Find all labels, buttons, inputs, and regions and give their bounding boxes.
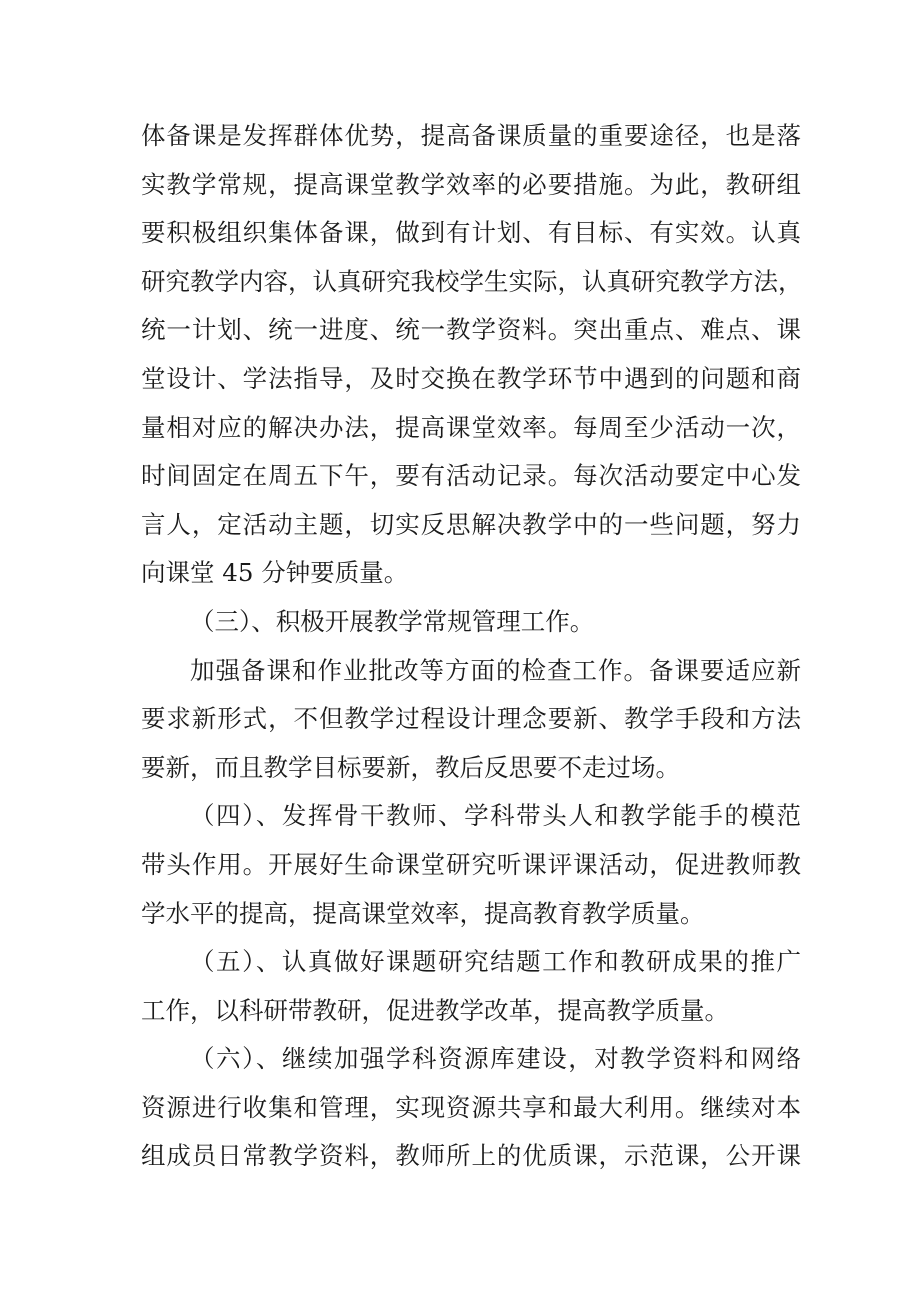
section-heading-3: （三）、积极开展教学常规管理工作。 [190, 606, 595, 636]
document-body [141, 112, 801, 1181]
section-heading-6: （六）、继续加强学科资源库建设，对教学资料和网络 [190, 1044, 801, 1074]
paragraph-3 [141, 647, 801, 793]
section-heading-5: （五）、认真做好课题研究结题工作和教研成果的推广 [190, 947, 801, 977]
text-line: 要积极组织集体备课，做到有计划、有目标、有实效。认真 [141, 218, 801, 248]
text-line: 统一计划、统一进度、统一教学资料。突出重点、难点、课 [141, 315, 801, 345]
text-line: 要求新形式，不但教学过程设计理念要新、教学手段和方法 [141, 704, 801, 734]
text-line: 量相对应的解决办法，提高课堂效率。每周至少活动一次， [141, 412, 801, 442]
text-line: 实教学常规，提高课堂教学效率的必要措施。为此，教研组 [141, 169, 801, 199]
paragraph-4 [141, 792, 801, 938]
text-line: 言人，定活动主题，切实反思解决教学中的一些问题，努力 [141, 509, 801, 539]
paragraph-6 [141, 1035, 801, 1181]
text-line: 堂设计、学法指导，及时交换在教学环节中遇到的问题和商 [141, 363, 801, 393]
text-line: 研究教学内容，认真研究我校学生实际，认真研究教学方法， [141, 266, 803, 296]
paragraph-2-heading [141, 598, 801, 647]
text-line: 学水平的提高，提高课堂效率，提高教育教学质量。 [141, 898, 705, 928]
text-line: 带头作用。开展好生命课堂研究听课评课活动，促进教师教 [141, 849, 801, 879]
text-line: 要新，而且教学目标要新，教后反思要不走过场。 [141, 752, 680, 782]
text-line: 工作，以科研带教研，促进教学改革，提高教学质量。 [141, 995, 729, 1025]
paragraph-1 [141, 112, 801, 598]
text-line: 组成员日常教学资料，教师所上的优质课，示范课，公开课 [141, 1141, 801, 1171]
text-line: 体备课是发挥群体优势，提高备课质量的重要途径，也是落 [141, 121, 801, 150]
text-line: 加强备课和作业批改等方面的检查工作。备课要适应新 [190, 655, 801, 685]
section-heading-4: （四）、发挥骨干教师、学科带头人和教学能手的模范 [190, 801, 801, 831]
paragraph-5 [141, 938, 801, 1035]
text-line: 向课堂 45 分钟要质量。 [141, 558, 409, 588]
text-line: 资源进行收集和管理，实现资源共享和最大利用。继续对本 [141, 1092, 801, 1122]
text-line: 时间固定在周五下午，要有活动记录。每次活动要定中心发 [141, 461, 801, 491]
